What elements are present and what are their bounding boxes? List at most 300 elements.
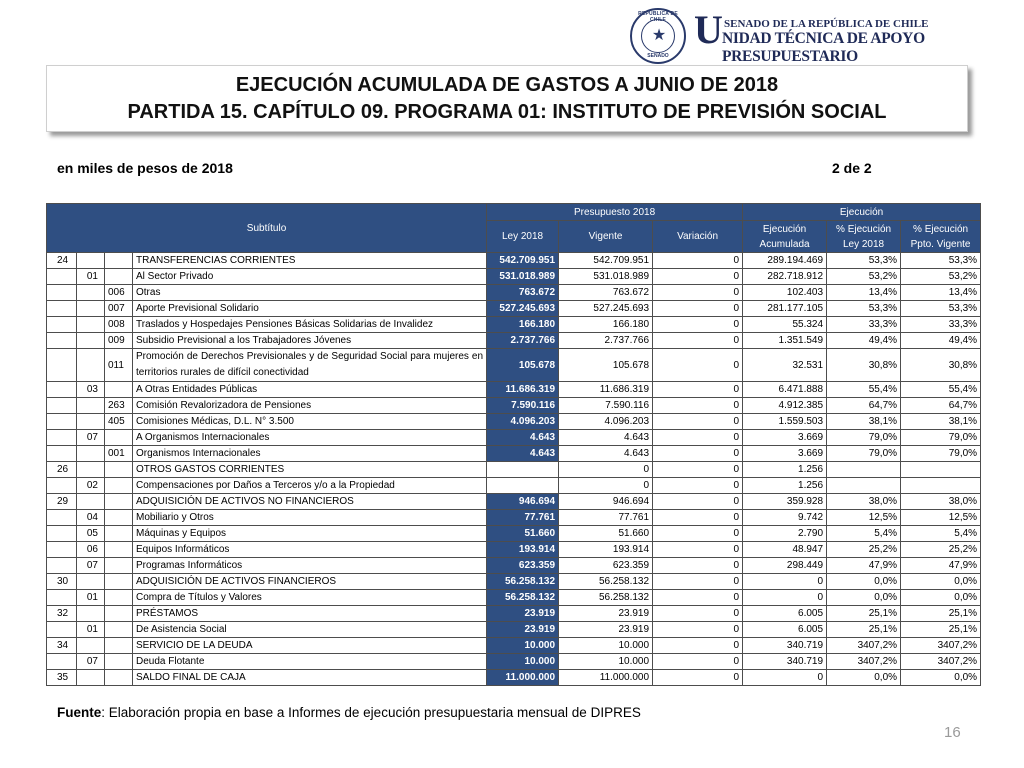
cell-pct-ley: 53,3% bbox=[827, 301, 901, 317]
cell-asig bbox=[105, 462, 133, 478]
header-pct-vigente-line1: % Ejecución bbox=[913, 223, 969, 235]
cell-var: 0 bbox=[653, 654, 743, 670]
cell-desc: Al Sector Privado bbox=[133, 269, 487, 285]
senate-seal-logo bbox=[630, 8, 686, 64]
cell-asig bbox=[105, 606, 133, 622]
cell-desc: Mobiliario y Otros bbox=[133, 510, 487, 526]
table-row bbox=[47, 670, 981, 686]
seal-inner-ring bbox=[641, 19, 675, 53]
cell-item bbox=[77, 670, 105, 686]
header-presupuesto: Presupuesto 2018 bbox=[487, 204, 743, 221]
cell-desc: Comisión Revalorizadora de Pensiones bbox=[133, 398, 487, 414]
cell-ley: 763.672 bbox=[487, 285, 559, 301]
source-text: : Elaboración propia en base a Informes de ejecución presupuestaria mensual de DIPRES bbox=[101, 705, 641, 720]
cell-desc: SALDO FINAL DE CAJA bbox=[133, 670, 487, 686]
cell-sub bbox=[47, 414, 77, 430]
cell-var: 0 bbox=[653, 253, 743, 269]
cell-asig bbox=[105, 574, 133, 590]
cell-item bbox=[77, 317, 105, 333]
cell-desc: Programas Informáticos bbox=[133, 558, 487, 574]
cell-ejec: 3.669 bbox=[743, 446, 827, 462]
cell-ejec: 0 bbox=[743, 574, 827, 590]
cell-vigente: 10.000 bbox=[559, 654, 653, 670]
cell-desc: ADQUISICIÓN DE ACTIVOS FINANCIEROS bbox=[133, 574, 487, 590]
table-row bbox=[47, 590, 981, 606]
cell-ejec: 55.324 bbox=[743, 317, 827, 333]
cell-sub bbox=[47, 478, 77, 494]
cell-var: 0 bbox=[653, 638, 743, 654]
cell-item: 07 bbox=[77, 558, 105, 574]
cell-desc: A Organismos Internacionales bbox=[133, 430, 487, 446]
cell-ley: 623.359 bbox=[487, 558, 559, 574]
cell-asig bbox=[105, 510, 133, 526]
cell-ejec: 1.256 bbox=[743, 462, 827, 478]
cell-asig: 007 bbox=[105, 301, 133, 317]
table-row bbox=[47, 462, 981, 478]
cell-pct-vig: 38,0% bbox=[901, 494, 981, 510]
cell-desc: Otras bbox=[133, 285, 487, 301]
cell-var: 0 bbox=[653, 398, 743, 414]
cell-pct-ley: 3407,2% bbox=[827, 638, 901, 654]
cell-desc: A Otras Entidades Públicas bbox=[133, 382, 487, 398]
cell-pct-vig bbox=[901, 462, 981, 478]
cell-sub: 29 bbox=[47, 494, 77, 510]
cell-sub bbox=[47, 510, 77, 526]
cell-asig: 006 bbox=[105, 285, 133, 301]
cell-pct-ley: 79,0% bbox=[827, 430, 901, 446]
page-subtitle: PARTIDA 15. CAPÍTULO 09. PROGRAMA 01: INSTITUTO DE PREVISIÓN SOCIAL bbox=[127, 101, 887, 123]
cell-asig bbox=[105, 269, 133, 285]
cell-ley bbox=[487, 478, 559, 494]
cell-asig bbox=[105, 622, 133, 638]
source-label: Fuente bbox=[57, 705, 102, 720]
cell-ejec: 32.531 bbox=[743, 349, 827, 382]
cell-desc: Máquinas y Equipos bbox=[133, 526, 487, 542]
cell-asig bbox=[105, 670, 133, 686]
seal-bottom-text: SENADO bbox=[647, 53, 669, 59]
cell-ley: 10.000 bbox=[487, 638, 559, 654]
table-row bbox=[47, 398, 981, 414]
cell-pct-vig bbox=[901, 478, 981, 494]
cell-ejec: 340.719 bbox=[743, 638, 827, 654]
seal-top-text: REPÚBLICA DE CHILE bbox=[638, 11, 678, 23]
cell-ejec: 6.005 bbox=[743, 606, 827, 622]
cell-item: 07 bbox=[77, 654, 105, 670]
header-pct-vigente bbox=[901, 221, 981, 253]
cell-ejec: 9.742 bbox=[743, 510, 827, 526]
cell-var: 0 bbox=[653, 317, 743, 333]
cell-ley: 2.737.766 bbox=[487, 333, 559, 349]
cell-var: 0 bbox=[653, 269, 743, 285]
cell-var: 0 bbox=[653, 462, 743, 478]
cell-item: 04 bbox=[77, 510, 105, 526]
cell-vigente: 23.919 bbox=[559, 606, 653, 622]
cell-sub bbox=[47, 382, 77, 398]
cell-pct-ley: 3407,2% bbox=[827, 654, 901, 670]
cell-ejec: 281.177.105 bbox=[743, 301, 827, 317]
cell-item bbox=[77, 398, 105, 414]
cell-pct-vig: 0,0% bbox=[901, 590, 981, 606]
cell-pct-ley: 0,0% bbox=[827, 574, 901, 590]
page-of-label: 2 de 2 bbox=[832, 160, 872, 176]
cell-var: 0 bbox=[653, 349, 743, 382]
cell-sub: 32 bbox=[47, 606, 77, 622]
header-ejecucion-acumulada-line2: Acumulada bbox=[759, 238, 810, 250]
cell-vigente: 77.761 bbox=[559, 510, 653, 526]
table-row bbox=[47, 654, 981, 670]
cell-pct-ley: 5,4% bbox=[827, 526, 901, 542]
cell-pct-vig: 47,9% bbox=[901, 558, 981, 574]
cell-pct-ley: 49,4% bbox=[827, 333, 901, 349]
cell-ley: 11.000.000 bbox=[487, 670, 559, 686]
cell-pct-vig: 5,4% bbox=[901, 526, 981, 542]
cell-asig bbox=[105, 382, 133, 398]
cell-pct-vig: 33,3% bbox=[901, 317, 981, 333]
cell-ejec: 6.005 bbox=[743, 622, 827, 638]
cell-vigente: 763.672 bbox=[559, 285, 653, 301]
cell-sub bbox=[47, 526, 77, 542]
cell-sub: 30 bbox=[47, 574, 77, 590]
cell-ley: 166.180 bbox=[487, 317, 559, 333]
cell-ejec: 0 bbox=[743, 670, 827, 686]
cell-vigente: 946.694 bbox=[559, 494, 653, 510]
cell-pct-vig: 38,1% bbox=[901, 414, 981, 430]
cell-vigente: 542.709.951 bbox=[559, 253, 653, 269]
table-row bbox=[47, 382, 981, 398]
cell-vigente: 527.245.693 bbox=[559, 301, 653, 317]
cell-ejec: 102.403 bbox=[743, 285, 827, 301]
budget-table bbox=[46, 203, 981, 686]
header-variacion: Variación bbox=[653, 221, 743, 253]
cell-pct-vig: 3407,2% bbox=[901, 638, 981, 654]
cell-var: 0 bbox=[653, 446, 743, 462]
cell-vigente: 0 bbox=[559, 462, 653, 478]
cell-vigente: 7.590.116 bbox=[559, 398, 653, 414]
cell-pct-ley: 25,1% bbox=[827, 622, 901, 638]
cell-pct-vig: 55,4% bbox=[901, 382, 981, 398]
cell-pct-ley: 30,8% bbox=[827, 349, 901, 382]
cell-ley: 193.914 bbox=[487, 542, 559, 558]
cell-item bbox=[77, 349, 105, 382]
cell-ejec: 282.718.912 bbox=[743, 269, 827, 285]
cell-ejec: 48.947 bbox=[743, 542, 827, 558]
logo-senate-text: SENADO DE LA REPÚBLICA DE CHILE bbox=[724, 18, 929, 30]
cell-asig bbox=[105, 253, 133, 269]
cell-pct-vig: 0,0% bbox=[901, 670, 981, 686]
cell-item bbox=[77, 333, 105, 349]
cell-desc: Comisiones Médicas, D.L. N° 3.500 bbox=[133, 414, 487, 430]
cell-pct-vig: 64,7% bbox=[901, 398, 981, 414]
table-row bbox=[47, 333, 981, 349]
cell-vigente: 23.919 bbox=[559, 622, 653, 638]
cell-vigente: 0 bbox=[559, 478, 653, 494]
cell-pct-ley: 55,4% bbox=[827, 382, 901, 398]
cell-sub bbox=[47, 398, 77, 414]
cell-ley: 4.643 bbox=[487, 446, 559, 462]
cell-ejec: 340.719 bbox=[743, 654, 827, 670]
cell-item bbox=[77, 285, 105, 301]
logo-unit-text: NIDAD TÉCNICA DE APOYO PRESUPUESTARIO bbox=[722, 30, 925, 65]
cell-ejec: 1.256 bbox=[743, 478, 827, 494]
cell-var: 0 bbox=[653, 542, 743, 558]
cell-desc: TRANSFERENCIAS CORRIENTES bbox=[133, 253, 487, 269]
cell-desc: Traslados y Hospedajes Pensiones Básicas Solidarias de Invalidez bbox=[133, 317, 487, 333]
cell-pct-vig: 12,5% bbox=[901, 510, 981, 526]
header-subtitulo: Subtítulo bbox=[47, 204, 487, 253]
cell-sub bbox=[47, 558, 77, 574]
cell-asig bbox=[105, 654, 133, 670]
cell-pct-vig: 25,2% bbox=[901, 542, 981, 558]
cell-ley bbox=[487, 462, 559, 478]
cell-ley: 4.096.203 bbox=[487, 414, 559, 430]
cell-desc: Organismos Internacionales bbox=[133, 446, 487, 462]
cell-asig: 263 bbox=[105, 398, 133, 414]
cell-ejec: 359.928 bbox=[743, 494, 827, 510]
cell-sub bbox=[47, 542, 77, 558]
cell-sub bbox=[47, 333, 77, 349]
cell-pct-ley: 0,0% bbox=[827, 590, 901, 606]
cell-sub bbox=[47, 446, 77, 462]
cell-item bbox=[77, 462, 105, 478]
table-row bbox=[47, 446, 981, 462]
cell-item: 01 bbox=[77, 590, 105, 606]
cell-ejec: 6.471.888 bbox=[743, 382, 827, 398]
cell-desc: OTROS GASTOS CORRIENTES bbox=[133, 462, 487, 478]
cell-pct-ley: 13,4% bbox=[827, 285, 901, 301]
cell-pct-vig: 25,1% bbox=[901, 622, 981, 638]
cell-desc: Subsidio Previsional a los Trabajadores Jóvenes bbox=[133, 333, 487, 349]
table-row bbox=[47, 269, 981, 285]
cell-var: 0 bbox=[653, 510, 743, 526]
table-row bbox=[47, 317, 981, 333]
cell-asig: 009 bbox=[105, 333, 133, 349]
cell-desc: SERVICIO DE LA DEUDA bbox=[133, 638, 487, 654]
table-row bbox=[47, 478, 981, 494]
cell-sub bbox=[47, 285, 77, 301]
cell-vigente: 11.686.319 bbox=[559, 382, 653, 398]
cell-var: 0 bbox=[653, 430, 743, 446]
cell-vigente: 4.643 bbox=[559, 446, 653, 462]
cell-ejec: 1.351.549 bbox=[743, 333, 827, 349]
cell-ley: 77.761 bbox=[487, 510, 559, 526]
cell-item bbox=[77, 574, 105, 590]
cell-sub: 26 bbox=[47, 462, 77, 478]
header-ejecucion-acumulada bbox=[743, 221, 827, 253]
page-title: EJECUCIÓN ACUMULADA DE GASTOS A JUNIO DE 2018 bbox=[235, 74, 779, 96]
table-row bbox=[47, 638, 981, 654]
cell-pct-ley: 12,5% bbox=[827, 510, 901, 526]
star-icon: ★ bbox=[651, 27, 667, 44]
cell-sub: 35 bbox=[47, 670, 77, 686]
cell-item: 06 bbox=[77, 542, 105, 558]
cell-vigente: 11.000.000 bbox=[559, 670, 653, 686]
cell-var: 0 bbox=[653, 622, 743, 638]
cell-ley: 56.258.132 bbox=[487, 574, 559, 590]
cell-vigente: 531.018.989 bbox=[559, 269, 653, 285]
cell-desc: Promoción de Derechos Previsionales y de Seguridad Social para mujeres en territorios rurales de difícil conectividad bbox=[133, 349, 487, 382]
cell-item bbox=[77, 446, 105, 462]
cell-ejec: 0 bbox=[743, 590, 827, 606]
cell-ley: 51.660 bbox=[487, 526, 559, 542]
cell-asig bbox=[105, 430, 133, 446]
cell-sub: 24 bbox=[47, 253, 77, 269]
cell-vigente: 105.678 bbox=[559, 349, 653, 382]
table-row bbox=[47, 510, 981, 526]
cell-ejec: 3.669 bbox=[743, 430, 827, 446]
cell-ley: 23.919 bbox=[487, 606, 559, 622]
cell-vigente: 56.258.132 bbox=[559, 590, 653, 606]
cell-var: 0 bbox=[653, 301, 743, 317]
cell-asig bbox=[105, 638, 133, 654]
cell-ley: 23.919 bbox=[487, 622, 559, 638]
table-row bbox=[47, 606, 981, 622]
table-row bbox=[47, 526, 981, 542]
table-row bbox=[47, 349, 981, 382]
cell-asig bbox=[105, 526, 133, 542]
cell-item bbox=[77, 494, 105, 510]
cell-pct-ley: 0,0% bbox=[827, 670, 901, 686]
cell-item: 01 bbox=[77, 622, 105, 638]
table-row bbox=[47, 494, 981, 510]
cell-sub bbox=[47, 301, 77, 317]
table-row bbox=[47, 253, 981, 269]
header-pct-ley bbox=[827, 221, 901, 253]
header-vigente: Vigente bbox=[559, 221, 653, 253]
table-row bbox=[47, 574, 981, 590]
cell-item bbox=[77, 638, 105, 654]
cell-sub bbox=[47, 654, 77, 670]
header-ley: Ley 2018 bbox=[487, 221, 559, 253]
cell-ley: 4.643 bbox=[487, 430, 559, 446]
header-pct-ley-line1: % Ejecución bbox=[836, 223, 892, 235]
cell-pct-vig: 0,0% bbox=[901, 574, 981, 590]
cell-pct-vig: 25,1% bbox=[901, 606, 981, 622]
cell-asig bbox=[105, 542, 133, 558]
cell-ley: 946.694 bbox=[487, 494, 559, 510]
table-row bbox=[47, 558, 981, 574]
cell-asig: 008 bbox=[105, 317, 133, 333]
cell-pct-vig: 79,0% bbox=[901, 430, 981, 446]
cell-ejec: 289.194.469 bbox=[743, 253, 827, 269]
cell-pct-vig: 13,4% bbox=[901, 285, 981, 301]
cell-var: 0 bbox=[653, 382, 743, 398]
cell-pct-ley: 53,2% bbox=[827, 269, 901, 285]
cell-sub bbox=[47, 430, 77, 446]
cell-desc: ADQUISICIÓN DE ACTIVOS NO FINANCIEROS bbox=[133, 494, 487, 510]
cell-var: 0 bbox=[653, 558, 743, 574]
table-row bbox=[47, 622, 981, 638]
cell-sub bbox=[47, 317, 77, 333]
cell-item bbox=[77, 606, 105, 622]
cell-pct-vig: 49,4% bbox=[901, 333, 981, 349]
cell-pct-vig: 53,2% bbox=[901, 269, 981, 285]
cell-asig: 011 bbox=[105, 349, 133, 382]
cell-asig: 405 bbox=[105, 414, 133, 430]
table-row bbox=[47, 285, 981, 301]
cell-item bbox=[77, 253, 105, 269]
cell-ley: 542.709.951 bbox=[487, 253, 559, 269]
cell-asig bbox=[105, 478, 133, 494]
cell-desc: Compensaciones por Daños a Terceros y/o a la Propiedad bbox=[133, 478, 487, 494]
cell-vigente: 4.643 bbox=[559, 430, 653, 446]
header-pct-ley-line2: Ley 2018 bbox=[842, 238, 885, 250]
cell-ejec: 4.912.385 bbox=[743, 398, 827, 414]
cell-asig bbox=[105, 590, 133, 606]
cell-pct-ley: 25,1% bbox=[827, 606, 901, 622]
cell-desc: Deuda Flotante bbox=[133, 654, 487, 670]
cell-var: 0 bbox=[653, 478, 743, 494]
header-ejecucion-acumulada-line1: Ejecución bbox=[762, 223, 807, 235]
cell-vigente: 623.359 bbox=[559, 558, 653, 574]
cell-ejec: 1.559.503 bbox=[743, 414, 827, 430]
cell-desc: Compra de Títulos y Valores bbox=[133, 590, 487, 606]
source-note bbox=[57, 705, 641, 720]
cell-vigente: 166.180 bbox=[559, 317, 653, 333]
cell-sub bbox=[47, 590, 77, 606]
cell-item bbox=[77, 414, 105, 430]
cell-item bbox=[77, 301, 105, 317]
cell-item: 03 bbox=[77, 382, 105, 398]
cell-pct-ley bbox=[827, 478, 901, 494]
cell-pct-vig: 30,8% bbox=[901, 349, 981, 382]
cell-vigente: 4.096.203 bbox=[559, 414, 653, 430]
page-number: 16 bbox=[944, 724, 961, 741]
cell-pct-ley: 64,7% bbox=[827, 398, 901, 414]
table-row bbox=[47, 414, 981, 430]
cell-sub bbox=[47, 622, 77, 638]
cell-ley: 11.686.319 bbox=[487, 382, 559, 398]
cell-pct-vig: 53,3% bbox=[901, 301, 981, 317]
cell-pct-vig: 3407,2% bbox=[901, 654, 981, 670]
cell-var: 0 bbox=[653, 574, 743, 590]
cell-pct-ley bbox=[827, 462, 901, 478]
cell-desc: Aporte Previsional Solidario bbox=[133, 301, 487, 317]
cell-ley: 531.018.989 bbox=[487, 269, 559, 285]
cell-asig: 001 bbox=[105, 446, 133, 462]
cell-vigente: 51.660 bbox=[559, 526, 653, 542]
cell-ley: 105.678 bbox=[487, 349, 559, 382]
cell-var: 0 bbox=[653, 333, 743, 349]
cell-asig bbox=[105, 494, 133, 510]
cell-vigente: 10.000 bbox=[559, 638, 653, 654]
cell-var: 0 bbox=[653, 494, 743, 510]
logo-letter: U bbox=[694, 7, 723, 52]
cell-var: 0 bbox=[653, 606, 743, 622]
cell-var: 0 bbox=[653, 414, 743, 430]
cell-desc: Equipos Informáticos bbox=[133, 542, 487, 558]
cell-item: 07 bbox=[77, 430, 105, 446]
header-ejecucion-group: Ejecución bbox=[743, 204, 981, 221]
cell-pct-vig: 79,0% bbox=[901, 446, 981, 462]
cell-sub: 34 bbox=[47, 638, 77, 654]
cell-vigente: 2.737.766 bbox=[559, 333, 653, 349]
cell-ejec: 298.449 bbox=[743, 558, 827, 574]
cell-pct-vig: 53,3% bbox=[901, 253, 981, 269]
cell-item: 05 bbox=[77, 526, 105, 542]
cell-item: 01 bbox=[77, 269, 105, 285]
cell-pct-ley: 38,1% bbox=[827, 414, 901, 430]
cell-ejec: 2.790 bbox=[743, 526, 827, 542]
cell-desc: PRÉSTAMOS bbox=[133, 606, 487, 622]
units-label: en miles de pesos de 2018 bbox=[57, 160, 233, 176]
cell-ley: 7.590.116 bbox=[487, 398, 559, 414]
cell-ley: 10.000 bbox=[487, 654, 559, 670]
cell-desc: De Asistencia Social bbox=[133, 622, 487, 638]
cell-asig bbox=[105, 558, 133, 574]
table-row bbox=[47, 430, 981, 446]
cell-pct-ley: 47,9% bbox=[827, 558, 901, 574]
cell-pct-ley: 25,2% bbox=[827, 542, 901, 558]
